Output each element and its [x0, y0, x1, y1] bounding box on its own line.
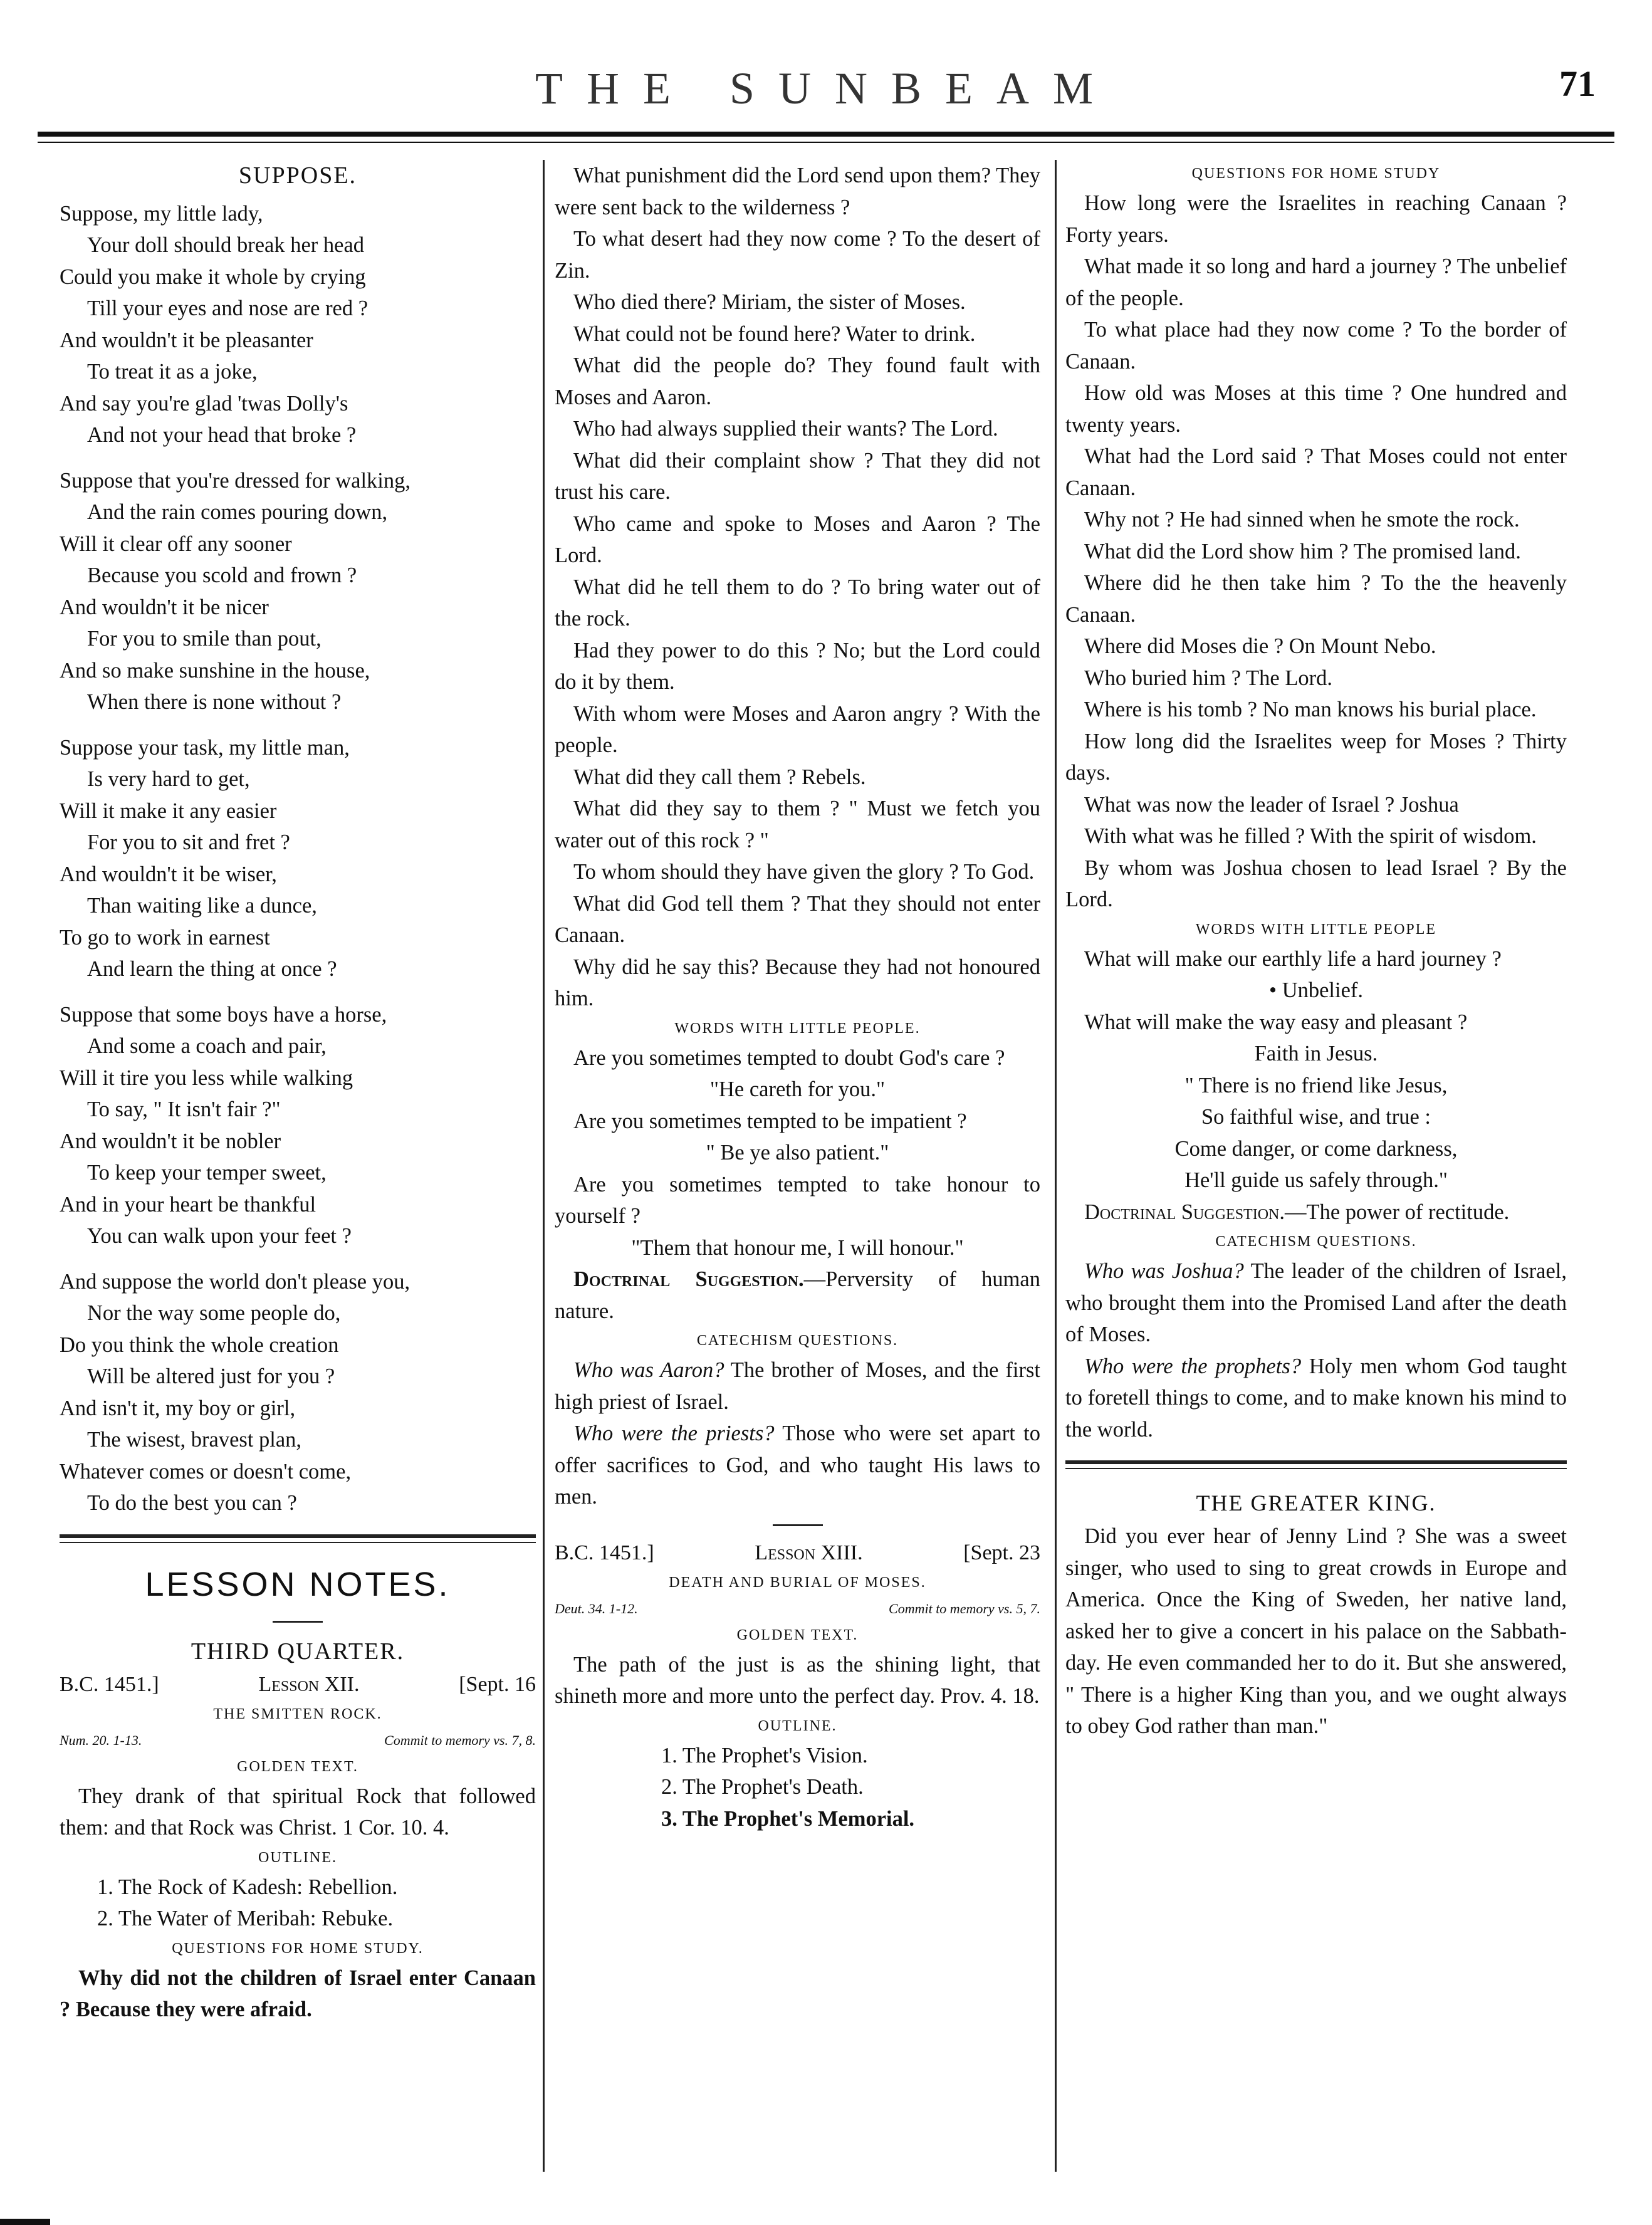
poem-line: And suppose the world don't please you, — [60, 1269, 410, 1294]
outline-item: 1. The Rock of Kadesh: Rebellion. — [97, 1875, 398, 1899]
lesson-bc: B.C. 1451.] — [60, 1672, 159, 1696]
catechism-list — [1065, 1255, 1567, 1445]
words-answer: " Be ye also patient." — [706, 1141, 889, 1165]
catechism-title: CATECHISM QUESTIONS. — [1215, 1233, 1417, 1250]
words-list — [555, 1042, 1040, 1264]
question-item: What did the people do? They found fault with Moses and Aaron. — [555, 353, 1040, 409]
lesson-13-header — [555, 1537, 1040, 1569]
words-question: Are you sometimes tempted to be impatient ? — [573, 1109, 967, 1133]
poem-line: And isn't it, my boy or girl, — [60, 1396, 296, 1420]
memory-verses: Commit to memory vs. 5, 7. — [889, 1600, 1040, 1616]
poem-line: To go to work in earnest — [60, 925, 270, 950]
page-corner-mark — [0, 2219, 50, 2225]
golden-text: The path of the just is as the shining light, that shineth more and more unto the perfect day. Prov. 4. 18. — [555, 1652, 1040, 1708]
poem-line: And wouldn't it be pleasanter — [60, 328, 313, 352]
section-rule-thin — [60, 1542, 536, 1543]
question-item: What did the Lord show him ? The promised land. — [1084, 539, 1521, 563]
catechism-answer: The brother of Moses, and the first high priest of Israel. — [555, 1358, 1040, 1414]
doctrinal-label: Doctrinal Suggestion. — [1084, 1200, 1285, 1224]
poem-stanza — [60, 198, 536, 451]
poem-line: For you to sit and fret ? — [87, 830, 290, 854]
masthead-rule — [38, 132, 1614, 137]
question-item: Why not ? He had sinned when he smote the rock. — [1084, 508, 1520, 531]
lesson-subject: DEATH AND BURIAL OF MOSES. — [669, 1574, 926, 1591]
lesson-number: Lesson XII. — [258, 1672, 360, 1696]
golden-text-title: GOLDEN TEXT. — [237, 1758, 358, 1775]
lesson-subject: THE SMITTEN ROCK. — [213, 1705, 382, 1722]
question-item: Who had always supplied their wants? The Lord. — [573, 417, 998, 441]
poem-line: Will it make it any easier — [60, 798, 277, 823]
poem-line: And wouldn't it be nobler — [60, 1129, 281, 1153]
poem-line: Will it clear off any sooner — [60, 531, 292, 556]
hymn — [1065, 1070, 1567, 1196]
article-body: Did you ever hear of Jenny Lind ? She was a sweet singer, who used to sing to great crowds in Europe and America. Once the King of Sweden, her native land, asked her to give a concert in his palace on the Sabbath-day. He even commanded her to do it. But she answered, " There is a higher King than you, and we ought always to obey God rather than man." — [1065, 1524, 1567, 1738]
column-left — [60, 160, 536, 2184]
question-item: Why did not the children of Israel enter Canaan ? Because they were afraid. — [60, 1966, 536, 2021]
question-item: To what desert had they now come ? To the desert of Zin. — [555, 227, 1040, 283]
poem-line: And so make sunshine in the house, — [60, 658, 370, 683]
question-item: What did God tell them ? That they should not enter Canaan. — [555, 891, 1040, 947]
poem-line: And some a coach and pair, — [87, 1034, 327, 1058]
question-item: What made it so long and hard a journey ? The unbelief of the people. — [1065, 254, 1567, 310]
question-item: To whom should they have given the glory ? To God. — [573, 860, 1035, 884]
questions-title: QUESTIONS FOR HOME STUDY — [1191, 165, 1441, 182]
words-answer: Faith in Jesus. — [1254, 1042, 1378, 1065]
poem-line: You can walk upon your feet ? — [87, 1224, 352, 1248]
question-item: What did he tell them to do ? To bring water out of the rock. — [555, 575, 1040, 631]
poem-line: To say, " It isn't fair ?" — [87, 1097, 281, 1121]
poem-line: Suppose that some boys have a horse, — [60, 1002, 387, 1027]
poem-line: Will it tire you less while walking — [60, 1065, 353, 1090]
column-divider — [1055, 160, 1057, 2172]
outline-item: 3. The Prophet's Memorial. — [661, 1806, 915, 1831]
lesson-reference — [555, 1596, 1040, 1621]
poem-line: To do the best you can ? — [87, 1491, 297, 1515]
doctrinal-label: Doctrinal Suggestion. — [573, 1267, 804, 1291]
poem-line: Than waiting like a dunce, — [87, 894, 317, 918]
words-question: Are you sometimes tempted to doubt God's care ? — [573, 1045, 1005, 1070]
poem-line: Do you think the whole creation — [60, 1332, 339, 1357]
catechism-title: CATECHISM QUESTIONS. — [696, 1332, 899, 1349]
poem-line: And not your head that broke ? — [87, 423, 357, 447]
question-item: What was now the leader of Israel ? Joshua — [1084, 792, 1459, 817]
poem-line: Could you make it whole by crying — [60, 264, 366, 289]
lesson-date: [Sept. 23 — [963, 1541, 1040, 1564]
doctrinal-text: —The power of rectitude. — [1285, 1200, 1510, 1224]
masthead — [38, 63, 1614, 132]
poem-line: Is very hard to get, — [87, 767, 250, 791]
words-question: Are you sometimes tempted to take honour to yourself ? — [555, 1172, 1040, 1228]
column-middle — [555, 160, 1040, 2184]
article-title: THE GREATER KING. — [1196, 1490, 1436, 1516]
poem-line: When there is none without ? — [87, 690, 342, 714]
question-item: What could not be found here? Water to drink. — [573, 322, 976, 346]
golden-text: They drank of that spiritual Rock that followed them: and that Rock was Christ. 1 Cor. 10. 4. — [60, 1784, 536, 1840]
poem-line: Suppose, my little lady, — [60, 201, 263, 226]
lesson-reference — [60, 1728, 536, 1753]
poem-line: Whatever comes or doesn't come, — [60, 1459, 352, 1484]
doctrinal-text: —Perversity of human nature. — [555, 1267, 1040, 1323]
poem-stanza — [60, 465, 536, 718]
question-item: Who buried him ? The Lord. — [1084, 666, 1333, 690]
question-item: By whom was Joshua chosen to lead Israel ? By the Lord. — [1065, 856, 1567, 911]
catechism-list — [555, 1354, 1040, 1513]
hymn-line: So faithful wise, and true : — [1201, 1105, 1431, 1129]
question-list — [1065, 187, 1567, 916]
doctrinal-suggestion — [555, 1264, 1040, 1327]
lesson-notes-title: LESSON NOTES. — [145, 1565, 451, 1603]
section-rule — [60, 1534, 536, 1538]
words-answer: "Them that honour me, I will honour." — [631, 1235, 964, 1260]
poem-line: And in your heart be thankful — [60, 1192, 316, 1217]
poem-line: And the rain comes pouring down, — [87, 500, 388, 524]
question-item: Where did he then take him ? To the the heavenly Canaan. — [1065, 571, 1567, 627]
words-answer: • Unbelief. — [1268, 978, 1364, 1002]
short-rule — [773, 1524, 823, 1526]
lesson-bc: B.C. 1451.] — [555, 1541, 654, 1564]
outline-title: OUTLINE. — [758, 1717, 837, 1734]
page-number: 71 — [1559, 63, 1596, 104]
question-item: With whom were Moses and Aaron angry ? With the people. — [555, 701, 1040, 757]
words-title: WORDS WITH LITTLE PEOPLE — [1195, 921, 1437, 938]
outline-item: 2. The Water of Meribah: Rebuke. — [97, 1907, 394, 1930]
masthead-title: THE SUNBEAM — [535, 63, 1117, 113]
poem-line: And learn the thing at once ? — [87, 957, 337, 981]
poem-stanza — [60, 999, 536, 1252]
words-question: What will make our earthly life a hard journey ? — [1084, 946, 1502, 971]
question-item: Why did he say this? Because they had not honoured him. — [555, 955, 1040, 1010]
short-rule — [273, 1621, 323, 1623]
quarter-title: THIRD QUARTER. — [191, 1638, 405, 1665]
lesson-date: [Sept. 16 — [459, 1672, 536, 1696]
poem-line: Nor the way some people do, — [87, 1301, 341, 1325]
poem-line: To keep your temper sweet, — [87, 1161, 327, 1185]
question-item: How old was Moses at this time ? One hundred and twenty years. — [1065, 381, 1567, 437]
question-item: To what place had they now come ? To the border of Canaan. — [1065, 318, 1567, 374]
poem-line: For you to smile than pout, — [87, 627, 322, 651]
doctrinal-suggestion — [1065, 1196, 1567, 1228]
section-rule — [1065, 1460, 1567, 1464]
question-item: Where did Moses die ? On Mount Nebo. — [1084, 634, 1436, 658]
question-item: What did they say to them ? " Must we fetch you water out of this rock ? " — [555, 797, 1040, 852]
catechism-item — [555, 1418, 1040, 1513]
scripture-ref: Num. 20. 1-13. — [60, 1732, 142, 1748]
poem-line: Because you scold and frown ? — [87, 563, 357, 587]
section-rule-thin — [1065, 1468, 1567, 1469]
column-right — [1065, 160, 1567, 2184]
question-item: How long did the Israelites weep for Moses ? Thirty days. — [1065, 729, 1567, 785]
question-item: Who died there? Miriam, the sister of Moses. — [573, 290, 966, 314]
question-item: Had they power to do this ? No; but the Lord could do it by them. — [555, 638, 1040, 694]
memory-verses: Commit to memory vs. 7, 8. — [384, 1732, 536, 1748]
poem-line: Will be altered just for you ? — [87, 1364, 335, 1388]
golden-text-title: GOLDEN TEXT. — [736, 1626, 859, 1643]
poem-line: To treat it as a joke, — [87, 360, 258, 384]
catechism-question: Who were the priests? — [573, 1421, 775, 1445]
words-question: What will make the way easy and pleasant ? — [1084, 1010, 1468, 1034]
catechism-answer: Holy men whom God taught to foretell things to come, and to make known his mind to the world. — [1065, 1354, 1567, 1442]
poem-line: The wisest, bravest plan, — [87, 1428, 302, 1452]
poem-line: Suppose that you're dressed for walking, — [60, 468, 411, 493]
poem — [60, 198, 536, 1519]
question-item: How long were the Israelites in reaching Canaan ? Forty years. — [1065, 191, 1567, 247]
lesson-12-header — [60, 1669, 536, 1700]
question-item: What punishment did the Lord send upon them? They were sent back to the wilderness ? — [555, 164, 1040, 219]
question-item: With what was he filled ? With the spirit of wisdom. — [1084, 824, 1537, 848]
outline-item: 2. The Prophet's Death. — [661, 1775, 864, 1799]
question-list — [555, 160, 1040, 1015]
catechism-question: Who were the prophets? — [1084, 1354, 1302, 1378]
poem-title: SUPPOSE. — [238, 162, 357, 189]
poem-line: Suppose your task, my little man, — [60, 735, 350, 760]
words-list — [1065, 943, 1567, 1070]
outline-item: 1. The Prophet's Vision. — [661, 1743, 868, 1767]
poem-line: And wouldn't it be wiser, — [60, 862, 277, 886]
catechism-question: Who was Aaron? — [573, 1358, 724, 1382]
question-item: What did they call them ? Rebels. — [573, 765, 866, 789]
words-answer: "He careth for you." — [709, 1077, 886, 1101]
words-title: WORDS WITH LITTLE PEOPLE. — [674, 1020, 921, 1037]
question-item: What had the Lord said ? That Moses could not enter Canaan. — [1065, 444, 1567, 500]
poem-line: And wouldn't it be nicer — [60, 595, 269, 619]
question-item: Who came and spoke to Moses and Aaron ? The Lord. — [555, 511, 1040, 567]
poem-line: Till your eyes and nose are red ? — [87, 296, 369, 320]
catechism-answer: Those who were set apart to offer sacrifices to God, and who taught His laws to men. — [555, 1421, 1040, 1509]
hymn-line: " There is no friend like Jesus, — [1184, 1073, 1448, 1097]
question-item: What did their complaint show ? That they did not trust his care. — [555, 448, 1040, 504]
questions-title: QUESTIONS FOR HOME STUDY. — [172, 1940, 424, 1957]
poem-stanza — [60, 1266, 536, 1519]
catechism-answer: The leader of the children of Israel, who brought them into the Promised Land after the death of Moses. — [1065, 1259, 1567, 1346]
catechism-item — [1065, 1255, 1567, 1351]
lesson-number: Lesson XIII. — [755, 1541, 863, 1564]
hymn-line: He'll guide us safely through." — [1184, 1168, 1448, 1192]
hymn-line: Come danger, or come darkness, — [1174, 1136, 1458, 1161]
masthead-rule-thin — [38, 142, 1614, 143]
column-divider — [543, 160, 545, 2172]
poem-stanza — [60, 732, 536, 985]
scripture-ref: Deut. 34. 1-12. — [555, 1600, 638, 1616]
catechism-item — [1065, 1351, 1567, 1446]
catechism-item — [555, 1354, 1040, 1418]
poem-line: Your doll should break her head — [87, 233, 365, 257]
poem-line: And say you're glad 'twas Dolly's — [60, 391, 348, 416]
question-item: Where is his tomb ? No man knows his burial place. — [1084, 698, 1537, 721]
outline-title: OUTLINE. — [258, 1849, 337, 1866]
catechism-question: Who was Joshua? — [1084, 1259, 1244, 1283]
